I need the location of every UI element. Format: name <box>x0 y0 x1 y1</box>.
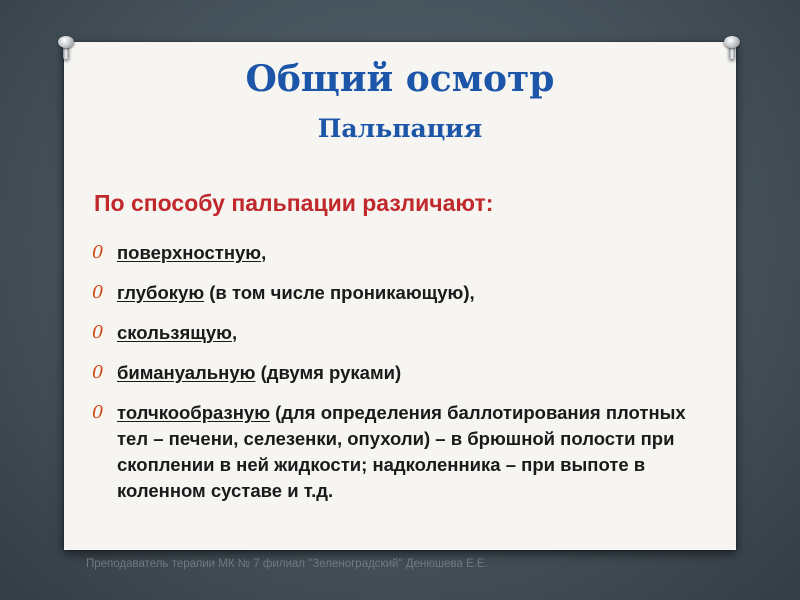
list-item <box>90 240 690 266</box>
palpation-types-list <box>90 240 690 518</box>
list-item <box>90 400 690 504</box>
list-item <box>90 320 690 346</box>
list-item <box>90 280 690 306</box>
bullet-icon: 0 <box>92 402 104 423</box>
footer-credit: Преподаватель терапии МК № 7 филиал "Зеленоградский" Денюшева Е.Е. <box>86 558 488 570</box>
lead-text: По способу пальпации различают: <box>94 190 494 216</box>
slide-title: Общий осмотр <box>245 58 555 100</box>
item-rest: , <box>231 322 238 343</box>
pushpin-icon <box>722 36 742 60</box>
item-term: поверхностную <box>117 242 262 263</box>
item-rest: (для определения баллотирования плотных тел – печени, селезенки, опухоли) – в брюшной полости при скоплении в ней жидкости; надколенника – при выпоте в коленном суставе и т.д. <box>117 402 686 501</box>
bullet-icon: 0 <box>92 362 104 383</box>
item-term: бимануальную <box>117 362 256 383</box>
item-term: толчкообразную <box>117 402 271 423</box>
item-term: скользящую <box>117 322 232 343</box>
pushpin-icon <box>56 36 76 60</box>
slide-subtitle: Пальпация <box>317 114 483 143</box>
bullet-icon: 0 <box>92 242 104 263</box>
bullet-icon: 0 <box>92 322 104 343</box>
item-term: глубокую <box>117 282 205 303</box>
item-rest: , <box>261 242 267 263</box>
item-rest: (в том числе проникающую), <box>204 282 475 303</box>
list-item <box>90 360 690 386</box>
item-rest: (двумя руками) <box>255 362 402 383</box>
bullet-icon: 0 <box>92 282 104 303</box>
